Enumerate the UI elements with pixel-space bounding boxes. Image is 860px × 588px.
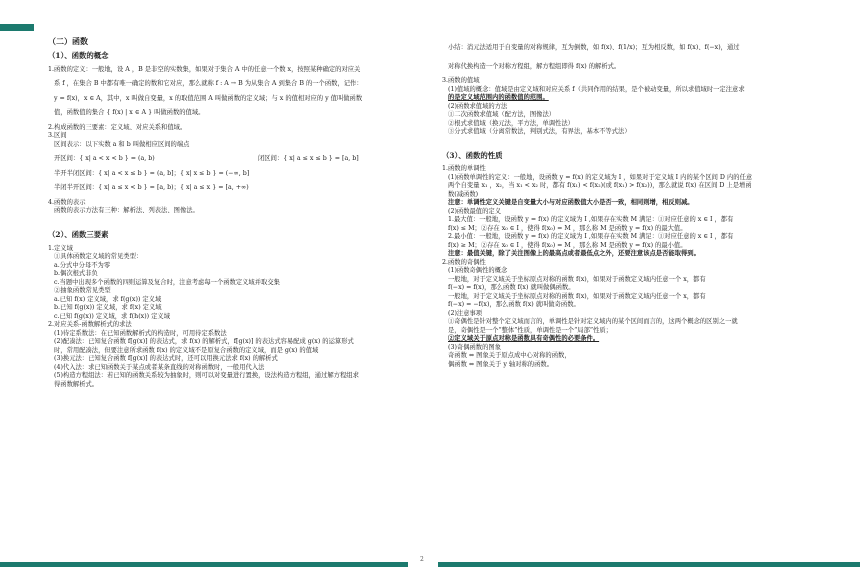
text-line: 区间表示：以下实数 a 和 b 叫做相应区间的端点 — [54, 140, 190, 148]
text-line: 两个自变量 x₁ ，x₂，当 x₁ < x₂ 时，都有 f(x₁) < f(x₂)(或 f(x₁) > f(x₂))，那么就说 f(x) 在区间 D 上是增函 — [448, 182, 752, 190]
text-line: ③分式求值域（分离常数法，判别式法，有界法，基本不等式法） — [448, 128, 631, 135]
text-line: (4)代入法：求已知函数关于某点或者某条直线的对称函数时，一般用代入法 — [54, 363, 265, 371]
right-column — [442, 44, 822, 369]
text-line: 一般地，对于定义域关于坐标原点对称的函数 f(x)，如果对于函数定义域内任意一个 x，都有 — [448, 292, 706, 300]
text-line: 时，常用配凑法，但要注意所求函数 f(x) 的定义域不是原复合函数的定义域，而是 g(x) 的值域 — [54, 346, 319, 354]
text-line: 值，函数值的集合 { f(x) | x ∈ A } 叫做函数的值域。 — [54, 109, 205, 117]
text-line: 2.对应关系-函数解析式的求法 — [48, 321, 132, 329]
text-line: ②根式求值域（换元法，平方法，单调性法） — [448, 119, 574, 127]
text-line: f(x) ≤ M；②存在 x₀ ∈ I ，使得 f(x₀) = M ，那么称 M 是函数 y = f(x) 的最大值。 — [448, 224, 687, 232]
text-line: 是，奇偶性是一个“整体”性质，单调性是一个“局部”性质； — [448, 326, 613, 334]
text-line: 偶函数 ⇔ 图象关于 y 轴对称的函数。 — [448, 360, 553, 368]
text-line: 得函数解析式。 — [54, 380, 99, 388]
text-line: 3.函数的值域 — [442, 77, 480, 84]
text-line: ①奇偶性是针对整个定义域而言的，单调性是针对定义域内的某个区间而言的，这两个概念的区别之一就 — [448, 318, 738, 326]
left-column — [48, 36, 416, 389]
interval-closed: 闭区间：{ x| a ≤ x ≤ b } = [a, b] — [258, 155, 359, 163]
interval-row — [48, 155, 416, 164]
text-line: f(x) ≥ M；②存在 x₀ ∈ I ，使得 f(x₀) = M ，那么称 M 是函数 y = f(x) 的最小值。 — [448, 241, 687, 249]
text-line: b.已知 f(g(x)) 定义域，求 f(x) 定义域 — [54, 304, 162, 312]
interval-half-open: 半开半闭区间：{ x| a < x ≤ b } = (a, b]；{ x| x ≤ b } = (−∞, b] — [54, 169, 250, 177]
text-line: (2)函数最值的定义 — [448, 207, 501, 215]
text-line: 1.函数的定义：一般地，设 A ，B 是非空的实数集，如果对于集合 A 中的任意一个数 x，按照某种确定的对应关 — [48, 65, 361, 73]
text-line: 2.函数的奇偶性 — [442, 258, 486, 266]
note-monotonic: 注意：单调性定义关键是自变量大小与对应函数值大小是否一致，相同则增，相反则减。 — [448, 199, 694, 207]
top-accent-bar — [0, 24, 34, 31]
text-line: (1)待定系数法：在已知函数解析式的构造时，可用待定系数法 — [54, 329, 227, 337]
text-line: 对称代换构造一个对称方程组，解方程组即得 f(x) 的解析式。 — [448, 62, 621, 70]
text-line: 3.区间 — [48, 132, 67, 140]
subsection-properties: （3）、函数的性质 — [442, 150, 503, 160]
page-number: 2 — [420, 556, 424, 563]
subsection-three-elements: （2）、函数三要素 — [48, 229, 109, 239]
emphasis-line: 的是定义域范围内的函数值的范围。 — [448, 94, 549, 101]
subsection-concept: （1）、函数的概念 — [48, 50, 109, 60]
text-line: 2.最小值：一般地，设函数 y = f(x) 的定义域为 I ,如果存在实数 M 满足：①对应任意的 x ∈ I ，都有 — [448, 233, 734, 241]
text-line: c.已知 f(g(x)) 定义域，求 f(h(x)) 定义域 — [54, 312, 171, 320]
text-line: (3)奇偶函数的图象 — [448, 343, 501, 351]
text-line: (2)函数求值域的方法 — [448, 102, 508, 110]
text-line: 系 f ，在集合 B 中都有唯一确定的数和它对应，那么就称 f : A → B 为从集合 A 到集合 B 的一个函数，记作： — [54, 80, 363, 88]
text-line: 2.构成函数的三要素：定义域、对应关系和值域。 — [48, 123, 187, 131]
text-line: a.已知 f(x) 定义域，求 f(g(x)) 定义域 — [54, 295, 162, 303]
text-line: a.分式中分母不为零 — [54, 261, 111, 269]
text-line: (2)配凑法：已知复合函数 f[g(x)] 的表达式，求 f(x) 的解析式，f[g(x)] 的表达式容易配成 g(x) 的运算形式 — [54, 338, 354, 346]
section-title-functions: （二）函数 — [48, 36, 88, 46]
bottom-accent-bar-left — [0, 562, 408, 567]
text-line: 1.定义域 — [48, 244, 73, 252]
text-line: 数(减函数) — [448, 190, 479, 198]
text-line: 函数的表示方法有三种：解析法、列表法、图像法。 — [54, 207, 199, 215]
text-line: b.偶次根式非负 — [54, 270, 98, 278]
text-line: y = f(x)，x ∈ A，其中，x 叫做自变量，x 的取值范围 A 叫做函数的定义域；与 x 的值相对应的 y 值叫做函数 — [54, 94, 363, 102]
text-line: 小结：消元法适用于自变量的对称规律，互为倒数，如 f(x)、f(1/x)；互为相反数，如 f(x)、f(−x)，通过 — [448, 44, 740, 51]
text-line: (1)函数单调性的定义：一般地，设函数 y = f(x) 的定义域为 I ，如果对于定义域 I 内的某个区间 D 内的任意 — [448, 173, 753, 181]
text-line: (1)函数奇偶性的概念 — [448, 267, 508, 275]
note-extrema: 注意：最值关键，除了关注图像上的最高点或者最低点之外，还要注意该点是否能取得到。 — [448, 250, 700, 258]
text-line: (1)值域的概念：值域是由定义域和对应关系 f（共同作用的结果，是个被动变量，所以求值域时一定注意求 — [448, 85, 745, 93]
text-line: f(−x) = f(x)，那么函数 f(x) 就叫做偶函数。 — [448, 284, 575, 292]
text-line: 奇函数 ⇔ 图象关于原点成中心对称的函数， — [448, 352, 571, 360]
text-line: 一般地，对于定义域关于坐标原点对称的函数 f(x)，如果对于函数定义域内任意一个 x，都有 — [448, 275, 706, 283]
text-line: 4.函数的表示 — [48, 198, 86, 206]
text-line: 1.最大值：一般地，设函数 y = f(x) 的定义域为 I ,如果存在实数 M 满足：①对应任意的 x ∈ I ，都有 — [448, 216, 734, 224]
text-line: ①具体函数定义域的常见类型： — [54, 253, 143, 261]
text-line: (3)换元法：已知复合函数 f[g(x)] 的表达式时，还可以用换元法求 f(x) 的解析式 — [54, 355, 278, 363]
interval-open: 开区间：{ x| a < x < b } = (a, b) — [54, 155, 155, 163]
text-line: 1.函数的单调性 — [442, 165, 486, 173]
bottom-accent-bar-right — [438, 562, 860, 567]
interval-half-closed: 半闭半开区间：{ x| a ≤ x < b } = [a, b)；{ x| a ≤ x } = [a, +∞) — [54, 184, 249, 192]
text-line: f(−x) = −f(x)，那么函数 f(x) 就叫做奇函数。 — [448, 301, 580, 309]
text-line: (2)注意事项 — [448, 309, 483, 317]
text-line: ②抽象函数常见类型 — [54, 287, 111, 295]
text-line: (5)构造方程组法：若已知的函数关系较为抽象时，则可以对变量进行置换，设法构造方程组，通过解方程组求 — [54, 372, 359, 380]
text-line: c.当题中出现多个函数的四则运算及复合时，注意考虑每一个函数定义域并取交集 — [54, 278, 280, 286]
emphasis-line: ②定义域关于原点对称是函数具有奇偶性的必要条件。 — [448, 335, 600, 343]
text-line: ①二次函数求值域（配方法，图像法） — [448, 111, 556, 118]
